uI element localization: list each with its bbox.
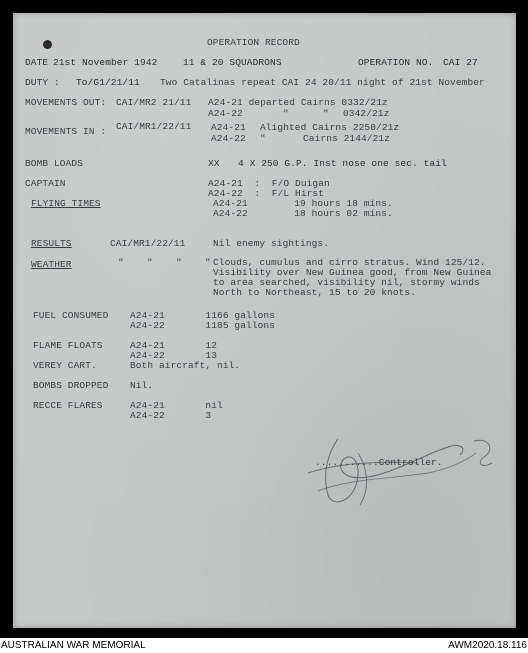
- captain-row2: A24-22 : F/L Hirst: [208, 188, 325, 199]
- verey-cart-text: Both aircraft, nil.: [130, 360, 241, 371]
- operation-label: OPERATION NO.: [358, 57, 434, 68]
- weather-line-1: Clouds, cumulus and cirro stratus. Wind 125/12.: [213, 257, 486, 268]
- handwritten-signature: [298, 433, 508, 513]
- weather-line-2: Visibility over New Guinea good, from New Guinea: [213, 267, 492, 278]
- flying-times-label: FLYING TIMES: [31, 198, 101, 209]
- flying-times-row2: A24-22 18 hours 02 mins.: [213, 208, 393, 219]
- fuel-consumed-label: FUEL CONSUMED: [33, 310, 109, 321]
- movements-out-row1: A24-21 departed Cairns 0332/21z: [208, 97, 388, 108]
- movements-out-ref: CAI/MR2 21/11: [116, 97, 192, 108]
- recce-flares-row2: A24-22 3: [130, 410, 212, 421]
- movements-in-row1-text: Alighted Cairns 2250/21z: [260, 122, 400, 133]
- document-page: [13, 13, 516, 628]
- movements-in-row2-aircraft: A24-22: [211, 133, 246, 144]
- movements-out-row2-time: 0342/21z: [343, 108, 390, 119]
- duty-label: DUTY :: [25, 77, 60, 88]
- movements-in-row2-ditto: ": [260, 133, 266, 144]
- movements-in-label: MOVEMENTS IN :: [25, 126, 107, 137]
- recce-flares-label: RECCE FLARES: [33, 400, 103, 411]
- flying-times-row1: A24-21 19 hours 18 mins.: [213, 198, 393, 209]
- results-label: RESULTS: [31, 238, 72, 249]
- operation-number: CAI 27: [443, 57, 478, 68]
- movements-out-label: MOVEMENTS OUT:: [25, 97, 107, 108]
- results-text: Nil enemy sightings.: [213, 238, 330, 249]
- flame-floats-row2: A24-22 13: [130, 350, 218, 361]
- movements-out-row2-ditto1: ": [283, 108, 289, 119]
- duty-ref: To/G1/21/11: [76, 77, 140, 88]
- fuel-consumed-row2: A24-22 1185 gallons: [130, 320, 276, 331]
- date-value: 21st November 1942: [53, 57, 158, 68]
- footer-institution: AUSTRALIAN WAR MEMORIAL: [1, 640, 146, 651]
- bomb-loads-label: BOMB LOADS: [25, 158, 84, 169]
- movements-in-row2-text: Cairns 2144/21z: [303, 133, 391, 144]
- date-label: DATE: [25, 57, 49, 68]
- weather-label: WEATHER: [31, 259, 72, 270]
- squadrons: 11 & 20 SQUADRONS: [183, 57, 282, 68]
- movements-in-row1-aircraft: A24-21: [211, 122, 246, 133]
- bomb-loads-text: 4 X 250 G.P. Inst nose one sec. tail: [238, 158, 447, 169]
- results-ref: CAI/MR1/22/11: [110, 238, 186, 249]
- archive-footer: [0, 638, 528, 653]
- movements-out-row2-aircraft: A24-22: [208, 108, 243, 119]
- duty-text: Two Catalinas repeat CAI 24 20/11 night of 21st November: [160, 77, 485, 88]
- bomb-loads-mark: XX: [208, 158, 220, 169]
- weather-line-4: North to Northeast, 15 to 20 knots.: [213, 287, 417, 298]
- bombs-dropped-label: BOMBS DROPPED: [33, 380, 109, 391]
- recce-flares-row1: A24-21 nil: [130, 400, 223, 411]
- fuel-consumed-row1: A24-21 1166 gallons: [130, 310, 276, 321]
- flame-floats-row1: A24-21 12: [130, 340, 218, 351]
- movements-out-row2-ditto2: ": [323, 108, 329, 119]
- weather-ditto: " " " ": [118, 257, 211, 268]
- punch-hole-mark: [43, 40, 52, 49]
- footer-accession-number: AWM2020.18.116: [448, 640, 527, 651]
- flame-floats-label: FLAME FLOATS: [33, 340, 103, 351]
- movements-in-ref: CAI/MR1/22/11: [116, 121, 192, 132]
- captain-row1: A24-21 : F/O Duigan: [208, 178, 330, 189]
- captain-label: CAPTAIN: [25, 178, 66, 189]
- document-title: OPERATION RECORD: [207, 37, 300, 48]
- verey-cart-label: VEREY CART.: [33, 360, 97, 371]
- bombs-dropped-text: Nil.: [130, 380, 154, 391]
- controller-signature-line: ...........Controller.: [315, 457, 443, 468]
- weather-line-3: to area searched, visibility nil, stormy winds: [213, 277, 480, 288]
